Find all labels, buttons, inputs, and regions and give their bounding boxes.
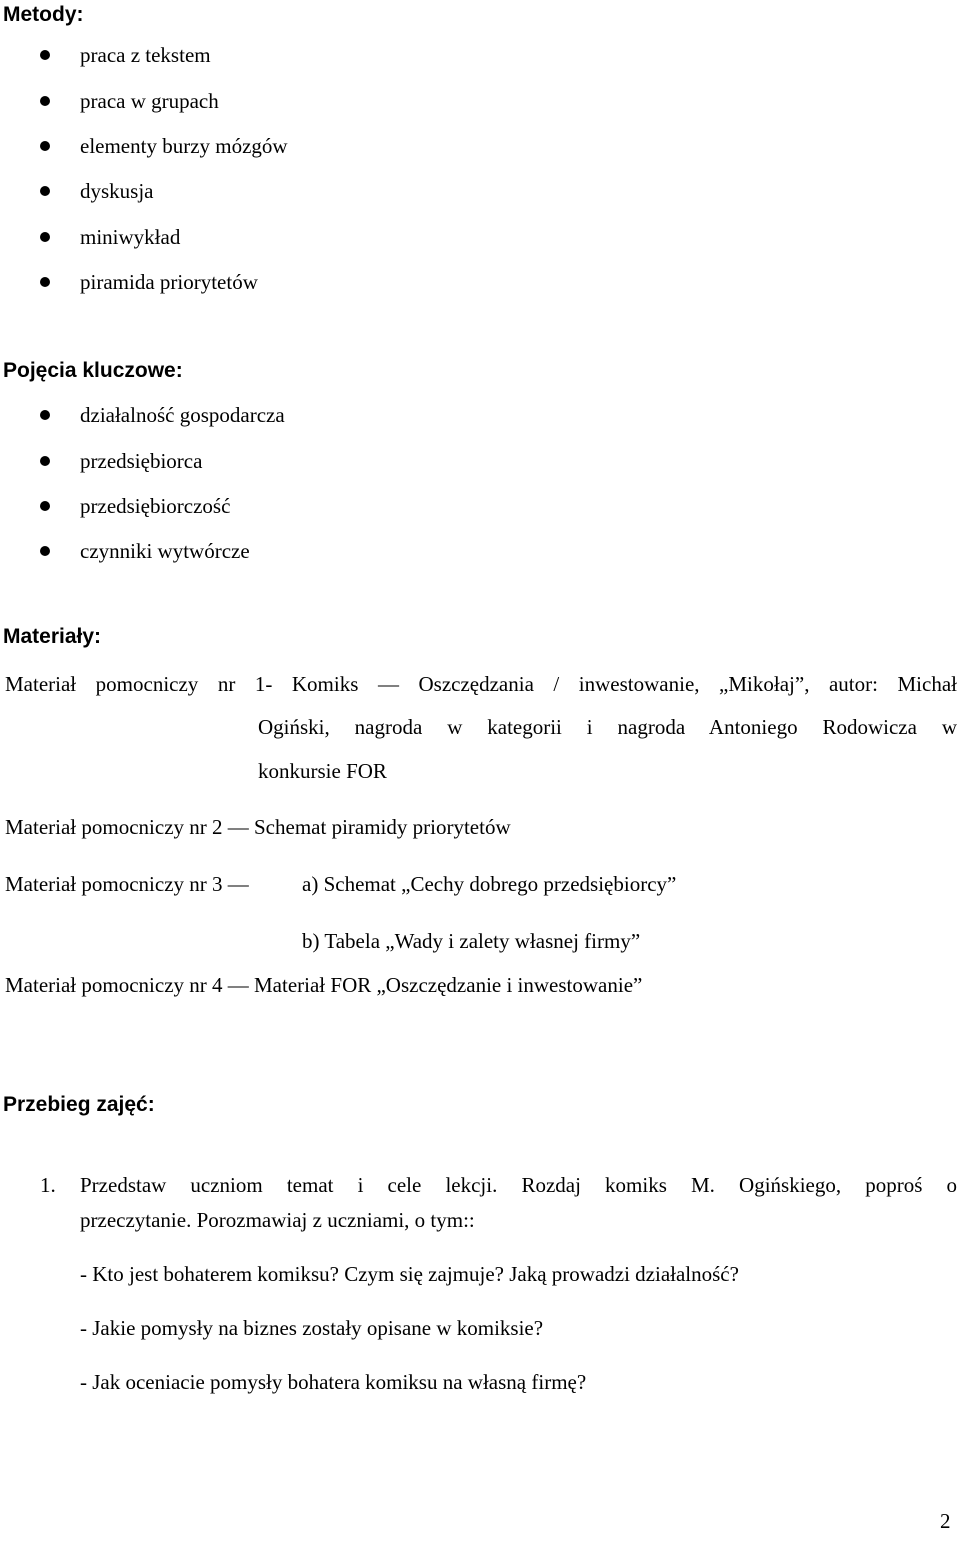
pojecia-heading: Pojęcia kluczowe: xyxy=(3,359,183,382)
bullet-icon xyxy=(40,501,50,511)
przebieg-heading: Przebieg zajęć: xyxy=(3,1093,155,1116)
list-item: praca z tekstem xyxy=(80,43,211,67)
question-2: - Jakie pomysły na biznes zostały opisane w komiksie? xyxy=(80,1316,544,1340)
material-4: Materiał pomocniczy nr 4 — Materiał FOR „Oszczędzanie i inwestowanie” xyxy=(5,973,643,997)
materialy-heading: Materiały: xyxy=(3,625,102,648)
question-3: - Jak oceniacie pomysły bohatera komiksu na własną firmę? xyxy=(80,1370,587,1394)
question-1: - Kto jest bohaterem komiksu? Czym się zajmuje? Jaką prowadzi działalność? xyxy=(80,1262,739,1286)
list-item: czynniki wytwórcze xyxy=(80,539,250,563)
list-item: miniwykład xyxy=(80,225,181,249)
list-item: praca w grupach xyxy=(80,89,219,113)
material-1-line-2: Ogiński, nagroda w kategorii i nagroda Antoniego Rodowicza w xyxy=(258,715,957,739)
material-1-line-1: Materiał pomocniczy nr 1- Komiks — Oszczędzania / inwestowanie, „Mikołaj”, autor: Michał xyxy=(5,672,957,696)
bullet-icon xyxy=(40,50,50,60)
list-item: dyskusja xyxy=(80,179,154,203)
metody-heading: Metody: xyxy=(3,3,84,26)
bullet-icon xyxy=(40,186,50,196)
step-1-line-1: Przedstaw uczniom temat i cele lekcji. Rozdaj komiks M. Ogińskiego, poproś o xyxy=(80,1173,957,1197)
step-number: 1. xyxy=(40,1173,56,1197)
material-3-prefix: Materiał pomocniczy nr 3 — xyxy=(5,872,249,896)
bullet-icon xyxy=(40,546,50,556)
bullet-icon xyxy=(40,456,50,466)
bullet-icon xyxy=(40,277,50,287)
step-1-line-2: przeczytanie. Porozmawiaj z uczniami, o tym:: xyxy=(80,1208,475,1232)
page-number: 2 xyxy=(940,1509,951,1533)
bullet-icon xyxy=(40,96,50,106)
material-3-b: b) Tabela „Wady i zalety własnej firmy” xyxy=(302,929,641,953)
list-item: przedsiębiorca xyxy=(80,449,203,473)
material-2: Materiał pomocniczy nr 2 — Schemat piramidy priorytetów xyxy=(5,815,511,839)
material-1-line-3: konkursie FOR xyxy=(258,759,387,783)
material-3-a: a) Schemat „Cechy dobrego przedsiębiorcy” xyxy=(302,872,677,896)
list-item: przedsiębiorczość xyxy=(80,494,231,518)
list-item: działalność gospodarcza xyxy=(80,403,285,427)
bullet-icon xyxy=(40,141,50,151)
list-item: elementy burzy mózgów xyxy=(80,134,288,158)
bullet-icon xyxy=(40,232,50,242)
list-item: piramida priorytetów xyxy=(80,270,258,294)
bullet-icon xyxy=(40,410,50,420)
